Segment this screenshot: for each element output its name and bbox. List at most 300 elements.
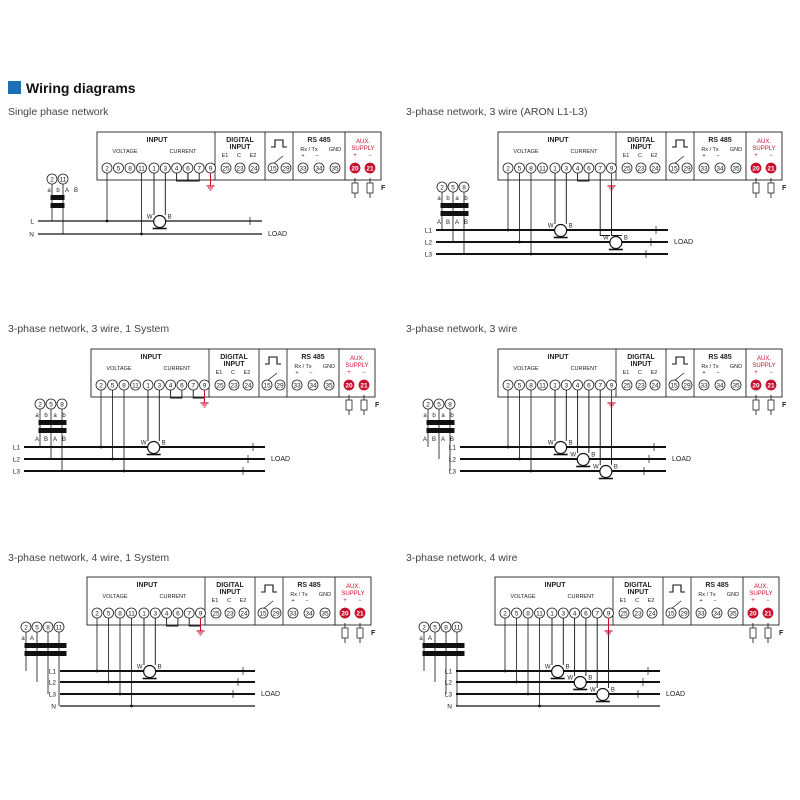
ct-core bbox=[597, 689, 609, 701]
meter-device bbox=[91, 349, 380, 415]
ct-label-b: B bbox=[613, 464, 618, 471]
terminal-label-5: 5 bbox=[35, 624, 39, 632]
fuse-body bbox=[768, 183, 774, 193]
aux-plus: + bbox=[751, 598, 755, 604]
voltage-transformer-icon bbox=[53, 643, 67, 656]
terminal-label-8: 8 bbox=[526, 610, 530, 618]
terminal-label-15: 15 bbox=[667, 610, 675, 618]
digital-input-label-2: INPUT bbox=[630, 361, 652, 368]
meter-device bbox=[498, 349, 787, 415]
ct-label-w: W bbox=[590, 687, 596, 694]
diagram-single-phase bbox=[29, 132, 386, 239]
diagram-title-3p-3w-1sys: 3-phase network, 3 wire, 1 System bbox=[8, 323, 170, 335]
digital-sub-E2: E2 bbox=[650, 153, 658, 159]
load-label: LOAD bbox=[672, 456, 692, 463]
ct-core bbox=[600, 466, 612, 478]
digital-input-label-2: INPUT bbox=[219, 589, 241, 596]
rs485-rxtx: Rx / Tx bbox=[290, 592, 308, 598]
junction-dot bbox=[123, 470, 126, 473]
ct-label-w: W bbox=[603, 235, 609, 242]
rs485-gnd: GND bbox=[318, 592, 332, 598]
vt-label-1: A bbox=[427, 636, 433, 642]
vt-coil-bottom bbox=[53, 428, 67, 433]
vt-coil-top bbox=[441, 203, 455, 208]
voltage-transformer-icon bbox=[423, 643, 437, 656]
rs485-gnd: GND bbox=[328, 147, 342, 153]
vt-label-2: a bbox=[53, 413, 57, 419]
voltage-label: VOLTAGE bbox=[513, 366, 539, 372]
terminal-label-7: 7 bbox=[598, 382, 603, 390]
rs485-plus: + bbox=[291, 598, 295, 604]
ground-icon bbox=[207, 181, 215, 190]
terminal-label-8: 8 bbox=[128, 165, 132, 173]
terminal-label-23: 23 bbox=[637, 382, 645, 390]
network-line-label-L2: L2 bbox=[424, 239, 432, 247]
load-label: LOAD bbox=[666, 691, 686, 698]
terminal-label-2: 2 bbox=[105, 165, 109, 173]
terminal-label-8: 8 bbox=[444, 624, 448, 632]
terminal-label-2: 2 bbox=[50, 176, 54, 184]
vt-coil-top bbox=[39, 420, 53, 425]
junction-dot bbox=[119, 693, 122, 696]
vt-label-0: a bbox=[21, 636, 25, 642]
ct-label-b: B bbox=[568, 440, 573, 447]
terminal-label-24: 24 bbox=[240, 610, 248, 618]
current-label: CURRENT bbox=[570, 149, 598, 155]
digital-sub-E1: E1 bbox=[622, 153, 630, 159]
digital-sub-C: C bbox=[237, 153, 241, 159]
aux-minus: − bbox=[368, 153, 372, 159]
ct-core bbox=[577, 454, 589, 466]
diagram-title-3p-3w: 3-phase network, 3 wire bbox=[406, 323, 518, 335]
rs485-label: RS 485 bbox=[708, 137, 732, 144]
fuse-body bbox=[342, 628, 348, 638]
terminal-label-33: 33 bbox=[299, 165, 307, 173]
fuse-body bbox=[750, 628, 756, 638]
fuse-body bbox=[346, 400, 352, 410]
vt-coil-bottom bbox=[441, 211, 455, 216]
vt-coil-bottom bbox=[427, 428, 441, 433]
terminal-label-2: 2 bbox=[38, 401, 42, 409]
fuse-icon bbox=[753, 178, 759, 198]
terminal-label-2: 2 bbox=[506, 382, 510, 390]
rs485-gnd: GND bbox=[729, 147, 743, 153]
network-line-label-N: N bbox=[51, 703, 56, 711]
vt-label-1: b bbox=[432, 413, 436, 419]
digital-sub-E1: E1 bbox=[211, 598, 219, 604]
voltage-label: VOLTAGE bbox=[112, 149, 138, 155]
aux-label-1: AUX. bbox=[756, 356, 772, 362]
voltage-transformer-icon bbox=[451, 643, 465, 656]
terminal-label-34: 34 bbox=[305, 610, 313, 618]
terminal-label-20: 20 bbox=[749, 610, 757, 618]
rs485-label: RS 485 bbox=[307, 137, 331, 144]
fuse-icon bbox=[367, 178, 373, 198]
terminal-label-25: 25 bbox=[222, 165, 230, 173]
vt-label-2: a bbox=[441, 413, 445, 419]
network-line-label-N: N bbox=[29, 231, 34, 239]
aux-label-1: AUX. bbox=[349, 356, 365, 362]
network-line-label-L3: L3 bbox=[12, 468, 20, 476]
terminal-label-21: 21 bbox=[366, 165, 374, 173]
input-section-label: INPUT bbox=[547, 137, 569, 144]
voltage-transformer-icon bbox=[427, 420, 441, 433]
terminal-label-1: 1 bbox=[550, 610, 554, 618]
terminal-label-6: 6 bbox=[584, 610, 588, 618]
terminal-label-29: 29 bbox=[276, 382, 284, 390]
digital-input-label-1: DIGITAL bbox=[624, 582, 652, 589]
current-label: CURRENT bbox=[159, 594, 187, 600]
ct-label-b: B bbox=[157, 664, 162, 671]
rs485-gnd: GND bbox=[729, 364, 743, 370]
terminal-label-33: 33 bbox=[700, 382, 708, 390]
fuse-body bbox=[753, 400, 759, 410]
terminal-label-24: 24 bbox=[250, 165, 258, 173]
load-label: LOAD bbox=[271, 456, 291, 463]
terminal-label-34: 34 bbox=[716, 382, 724, 390]
aux-label-2: SUPPLY bbox=[351, 146, 375, 152]
network-line-label-L2: L2 bbox=[12, 456, 20, 464]
rs485-rxtx: Rx / Tx bbox=[698, 592, 716, 598]
terminal-label-7: 7 bbox=[598, 165, 603, 173]
terminal-label-23: 23 bbox=[230, 382, 238, 390]
junction-dot bbox=[538, 705, 541, 708]
junction-dot bbox=[107, 681, 110, 684]
junction-dot bbox=[106, 220, 109, 223]
vt-label-6: A bbox=[454, 220, 460, 226]
terminal-label-25: 25 bbox=[623, 382, 631, 390]
terminal-label-8: 8 bbox=[60, 401, 64, 409]
digital-sub-E2: E2 bbox=[650, 370, 658, 376]
terminal-label-34: 34 bbox=[315, 165, 323, 173]
terminal-label-35: 35 bbox=[325, 382, 333, 390]
vt-coil-top bbox=[437, 643, 451, 648]
terminal-label-34: 34 bbox=[713, 610, 721, 618]
digital-sub-E1: E1 bbox=[221, 153, 229, 159]
digital-input-label-1: DIGITAL bbox=[627, 137, 655, 144]
terminal-label-20: 20 bbox=[752, 165, 760, 173]
terminal-label-1: 1 bbox=[553, 165, 557, 173]
digital-sub-C: C bbox=[231, 370, 235, 376]
meter-device bbox=[498, 132, 787, 198]
aux-label-2: SUPPLY bbox=[345, 363, 369, 369]
terminal-label-21: 21 bbox=[360, 382, 368, 390]
ct-label-w: W bbox=[567, 675, 574, 682]
terminal-label-33: 33 bbox=[289, 610, 297, 618]
fuse-label: F bbox=[779, 630, 784, 637]
terminal-label-8: 8 bbox=[46, 624, 50, 632]
input-section-label: INPUT bbox=[544, 582, 566, 589]
vt-label-0: a bbox=[47, 188, 51, 194]
input-section-label: INPUT bbox=[140, 354, 162, 361]
rs485-rxtx: Rx / Tx bbox=[701, 364, 719, 370]
diagram-3p-4w-1sys bbox=[21, 577, 376, 711]
aux-minus: − bbox=[358, 598, 362, 604]
aux-label-1: AUX. bbox=[345, 584, 361, 590]
input-section-label: INPUT bbox=[136, 582, 158, 589]
rs485-plus: + bbox=[301, 153, 305, 159]
terminal-label-21: 21 bbox=[764, 610, 772, 618]
terminal-label-7: 7 bbox=[595, 610, 600, 618]
terminal-label-8: 8 bbox=[529, 165, 533, 173]
terminal-label-6: 6 bbox=[186, 165, 190, 173]
junction-dot bbox=[515, 681, 518, 684]
terminal-label-9: 9 bbox=[609, 382, 614, 390]
vt-coil-top bbox=[51, 195, 65, 200]
ct-label-b: B bbox=[588, 675, 593, 682]
terminal-label-7: 7 bbox=[191, 382, 196, 390]
rs485-gnd: GND bbox=[726, 592, 740, 598]
terminal-label-24: 24 bbox=[651, 382, 659, 390]
terminal-label-21: 21 bbox=[767, 382, 775, 390]
terminal-label-2: 2 bbox=[99, 382, 103, 390]
ct-core bbox=[154, 216, 166, 228]
terminal-label-1: 1 bbox=[152, 165, 156, 173]
ground-icon bbox=[201, 398, 209, 407]
voltage-transformer-icon bbox=[39, 420, 53, 433]
terminal-label-15: 15 bbox=[269, 165, 277, 173]
junction-dot bbox=[130, 705, 133, 708]
digital-input-label-1: DIGITAL bbox=[627, 354, 655, 361]
current-label: CURRENT bbox=[567, 594, 595, 600]
vt-coil-bottom bbox=[437, 651, 451, 656]
terminal-label-33: 33 bbox=[293, 382, 301, 390]
digital-sub-E1: E1 bbox=[619, 598, 627, 604]
rs485-plus: + bbox=[702, 153, 706, 159]
ct-core bbox=[144, 666, 156, 678]
fuse-icon bbox=[765, 623, 771, 643]
terminal-label-3: 3 bbox=[163, 165, 168, 173]
junction-dot bbox=[518, 458, 521, 461]
aux-plus: + bbox=[754, 370, 758, 376]
terminal-label-9: 9 bbox=[202, 382, 207, 390]
vt-label-1: b bbox=[44, 413, 48, 419]
terminal-label-23: 23 bbox=[637, 165, 645, 173]
rs485-gnd: GND bbox=[322, 364, 336, 370]
rs485-rxtx: Rx / Tx bbox=[300, 147, 318, 153]
voltage-label: VOLTAGE bbox=[106, 366, 132, 372]
terminal-label-35: 35 bbox=[729, 610, 737, 618]
fuse-body bbox=[768, 400, 774, 410]
ct-label-b: B bbox=[161, 440, 166, 447]
voltage-label: VOLTAGE bbox=[102, 594, 128, 600]
aux-minus: − bbox=[769, 153, 773, 159]
vt-coil-top bbox=[39, 643, 53, 648]
terminal-label-29: 29 bbox=[683, 165, 691, 173]
terminal-label-29: 29 bbox=[683, 382, 691, 390]
terminal-label-29: 29 bbox=[282, 165, 290, 173]
terminal-label-11: 11 bbox=[55, 624, 63, 632]
rs485-plus: + bbox=[702, 370, 706, 376]
ct-label-w: W bbox=[593, 464, 599, 471]
fuse-icon bbox=[342, 623, 348, 643]
ct-label-w: W bbox=[136, 664, 143, 671]
fuse-label: F bbox=[782, 402, 787, 409]
voltage-transformer-icon bbox=[441, 203, 455, 216]
fuse-icon bbox=[361, 395, 367, 415]
ct-core bbox=[148, 442, 160, 454]
digital-sub-C: C bbox=[638, 153, 642, 159]
vt-assembly bbox=[35, 399, 67, 471]
terminal-label-2: 2 bbox=[422, 624, 426, 632]
terminal-label-3: 3 bbox=[561, 610, 566, 618]
network-line-label-L1: L1 bbox=[424, 227, 432, 235]
terminal-label-1: 1 bbox=[142, 610, 146, 618]
vt-label-0: a bbox=[35, 413, 39, 419]
terminal-label-5: 5 bbox=[517, 382, 522, 390]
fuse-body bbox=[765, 628, 771, 638]
voltage-transformer-icon bbox=[437, 643, 451, 656]
terminal-label-25: 25 bbox=[212, 610, 220, 618]
terminal-label-29: 29 bbox=[680, 610, 688, 618]
vt-label-6: A bbox=[440, 437, 446, 443]
digital-sub-E2: E2 bbox=[243, 370, 251, 376]
vt-coil-bottom bbox=[25, 651, 39, 656]
ct-wire-a bbox=[600, 173, 610, 236]
network-line-label-L1: L1 bbox=[448, 444, 456, 452]
terminal-label-6: 6 bbox=[176, 610, 180, 618]
terminal-label-7: 7 bbox=[197, 165, 202, 173]
terminal-label-8: 8 bbox=[448, 401, 452, 409]
vt-coil-bottom bbox=[51, 203, 65, 208]
digital-input-label-2: INPUT bbox=[627, 589, 649, 596]
terminal-label-20: 20 bbox=[351, 165, 359, 173]
vt-label-4: A bbox=[436, 220, 442, 226]
load-label: LOAD bbox=[268, 231, 288, 238]
fuse-label: F bbox=[375, 402, 380, 409]
network-line-label-L1: L1 bbox=[12, 444, 20, 452]
network-line-label-L2: L2 bbox=[48, 679, 56, 687]
rs485-minus: − bbox=[315, 153, 319, 159]
terminal-label-11: 11 bbox=[539, 165, 546, 173]
vt-assembly bbox=[423, 399, 455, 471]
vt-coil-bottom bbox=[441, 428, 455, 433]
terminal-label-21: 21 bbox=[356, 610, 364, 618]
digital-input-label-1: DIGITAL bbox=[216, 582, 244, 589]
junction-dot bbox=[504, 670, 507, 673]
voltage-label: VOLTAGE bbox=[510, 594, 536, 600]
network-line-label-L3: L3 bbox=[48, 691, 56, 699]
voltage-transformer-icon bbox=[441, 420, 455, 433]
terminal-label-33: 33 bbox=[700, 165, 708, 173]
aux-plus: + bbox=[343, 598, 347, 604]
rs485-minus: − bbox=[305, 598, 309, 604]
terminal-label-5: 5 bbox=[517, 165, 522, 173]
terminal-label-35: 35 bbox=[732, 382, 740, 390]
terminal-label-4: 4 bbox=[572, 610, 577, 618]
vt-label-3: b bbox=[464, 196, 468, 202]
terminal-label-3: 3 bbox=[157, 382, 162, 390]
aux-label-2: SUPPLY bbox=[752, 146, 776, 152]
terminal-label-2: 2 bbox=[440, 184, 444, 192]
terminal-label-5: 5 bbox=[437, 401, 441, 409]
fuse-icon bbox=[753, 395, 759, 415]
voltage-transformer-icon bbox=[53, 420, 67, 433]
diagram-3p-4w bbox=[419, 577, 784, 711]
vt-label-7: B bbox=[449, 437, 455, 443]
terminal-label-3: 3 bbox=[153, 610, 158, 618]
rs485-plus: + bbox=[295, 370, 299, 376]
junction-dot bbox=[140, 233, 143, 236]
vt-coil-top bbox=[423, 643, 437, 648]
vt-label-0: a bbox=[437, 196, 441, 202]
terminal-label-11: 11 bbox=[453, 624, 461, 632]
diagram-3p-3w-1sys bbox=[13, 349, 380, 476]
terminal-label-1: 1 bbox=[553, 382, 557, 390]
aux-plus: + bbox=[347, 370, 351, 376]
vt-coil-top bbox=[25, 643, 39, 648]
fuse-icon bbox=[352, 178, 358, 198]
voltage-transformer-icon bbox=[39, 643, 53, 656]
meter-device bbox=[87, 577, 376, 643]
aux-minus: − bbox=[362, 370, 366, 376]
terminal-label-5: 5 bbox=[110, 382, 115, 390]
vt-assembly bbox=[21, 622, 67, 706]
ct-label-b: B bbox=[565, 664, 570, 671]
vt-label-0: a bbox=[419, 636, 423, 642]
vt-coil-top bbox=[53, 643, 67, 648]
vt-label-1: b bbox=[446, 196, 450, 202]
terminal-label-9: 9 bbox=[609, 165, 614, 173]
terminal-label-8: 8 bbox=[122, 382, 126, 390]
terminal-label-6: 6 bbox=[587, 382, 591, 390]
fuse-body bbox=[357, 628, 363, 638]
terminal-label-3: 3 bbox=[564, 165, 569, 173]
input-section-label: INPUT bbox=[547, 354, 569, 361]
terminal-label-23: 23 bbox=[226, 610, 234, 618]
rs485-minus: − bbox=[309, 370, 313, 376]
vt-coil-bottom bbox=[455, 211, 469, 216]
diagram-title-single-phase: Single phase network bbox=[8, 106, 109, 118]
network-line-label-L2: L2 bbox=[448, 456, 456, 464]
aux-label-2: SUPPLY bbox=[749, 591, 773, 597]
ct-label-w: W bbox=[547, 223, 554, 230]
vt-label-5: B bbox=[431, 437, 437, 443]
vt-label-2: A bbox=[64, 188, 70, 194]
terminal-label-4: 4 bbox=[168, 382, 173, 390]
vt-coil-top bbox=[53, 420, 67, 425]
junction-dot bbox=[96, 670, 99, 673]
junction-dot bbox=[530, 470, 533, 473]
input-section-label: INPUT bbox=[146, 137, 168, 144]
digital-sub-E2: E2 bbox=[239, 598, 247, 604]
network-line-label-L3: L3 bbox=[448, 468, 456, 476]
rs485-minus: − bbox=[716, 153, 720, 159]
junction-dot bbox=[530, 253, 533, 256]
fuse-icon bbox=[768, 178, 774, 198]
rs485-minus: − bbox=[716, 370, 720, 376]
vt-coil-bottom bbox=[451, 651, 465, 656]
vt-label-3: b bbox=[62, 413, 66, 419]
digital-input-label-1: DIGITAL bbox=[220, 354, 248, 361]
digital-input-label-1: DIGITAL bbox=[226, 137, 254, 144]
junction-dot bbox=[507, 229, 510, 232]
network-line-label-L1: L1 bbox=[444, 668, 452, 676]
ct-core bbox=[610, 237, 622, 249]
terminal-label-4: 4 bbox=[575, 165, 580, 173]
terminal-label-2: 2 bbox=[24, 624, 28, 632]
fuse-body bbox=[753, 183, 759, 193]
ct-label-b: B bbox=[568, 223, 573, 230]
terminal-label-29: 29 bbox=[272, 610, 280, 618]
rs485-rxtx: Rx / Tx bbox=[294, 364, 312, 370]
terminal-label-5: 5 bbox=[451, 184, 455, 192]
vt-label-5: B bbox=[43, 437, 49, 443]
load-label: LOAD bbox=[261, 691, 281, 698]
current-label: CURRENT bbox=[163, 366, 191, 372]
terminal-label-25: 25 bbox=[623, 165, 631, 173]
diagram-title-3p-4w-1sys: 3-phase network, 4 wire, 1 System bbox=[8, 552, 170, 564]
